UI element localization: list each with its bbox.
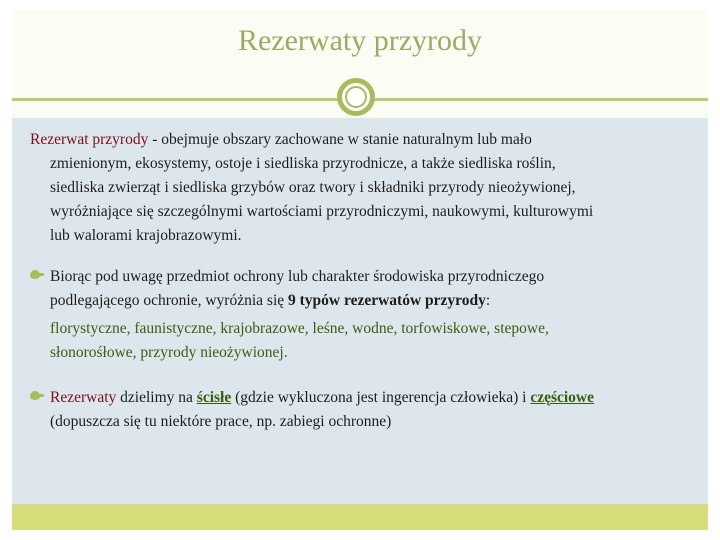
definition-term: Rezerwat przyrody [30,131,149,148]
types-line-2 [30,289,690,313]
types-line-2-text: podlegającego ochronie, wyróżnia się [50,292,289,309]
strict-reserves: ścisłe [196,389,232,406]
definition-line-2: zmienionym, ekosystemy, ostoje i siedliska przyrodnicze, a także siedliska roślin, [50,155,556,172]
types-line-1: Biorąc pod uwagę przedmiot ochrony lub charakter środowiska przyrodniczego [50,268,545,285]
types-list-line-1: florystyczne, faunistyczne, krajobrazowe, leśne, wodne, torfowiskowe, stepowe, [50,320,549,337]
definition-line-5: lub walorami krajobrazowymi. [50,227,242,244]
types-paragraph [30,265,690,365]
division-text-2: (gdzie wykluczona jest ingerencja człowieka) i [231,389,531,406]
definition-line-1: - obejmuje obszary zachowane w stanie naturalnym lub mało [148,131,532,148]
division-text-1: dzielimy na [116,389,197,406]
types-list-line-2: słonorośłowe, przyrody nieożywionej. [50,344,288,361]
slide-title: Rezerwaty przyrody [237,24,483,57]
footer-band [12,504,708,530]
types-count: 9 typów rezerwatów przyrody [288,292,486,309]
definition-paragraph [30,128,690,248]
types-colon: : [485,292,491,309]
partial-reserves: częściowe [530,389,595,406]
leaf-bullet-icon [30,391,44,400]
division-term: Rezerwaty [50,389,117,406]
ring-ornament-icon [337,78,375,116]
definition-line-3: siedliska zwierząt i siedliska grzybów oraz twory i składniki przyrody nieożywionej, [50,179,576,196]
division-paragraph [30,386,690,434]
leaf-bullet-icon [30,270,44,279]
definition-line-4: wyróżniające się szczególnymi wartościami przyrodniczymi, naukowymi, kulturowymi [50,203,594,220]
division-line-2: (dopuszcza się tu niektóre prace, np. zabiegi ochronne) [50,413,392,430]
